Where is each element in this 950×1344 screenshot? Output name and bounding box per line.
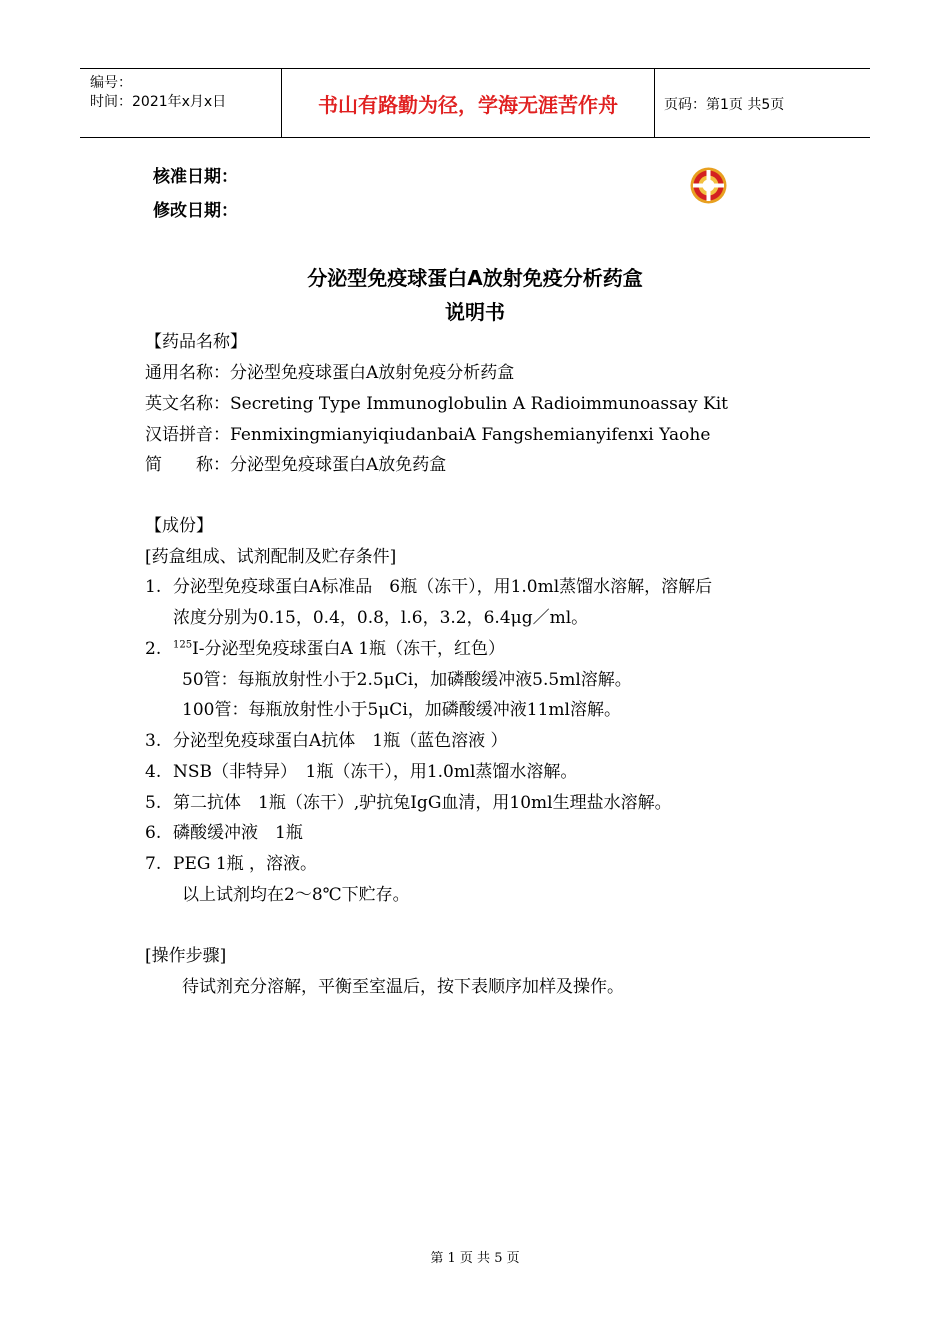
header-page-info: 页码：第1页 共5页 [664, 97, 785, 113]
list-item [145, 634, 505, 659]
procedure-text: 待试剂充分溶解，平衡至室温后，按下表顺序加样及操作。 [182, 977, 624, 997]
item-text: 磷酸缓冲液 1瓶 [173, 823, 303, 843]
time-label: 时间：2021年x月x日 [90, 94, 227, 110]
item-number: 7. [145, 854, 162, 874]
item-number: 6. [145, 823, 162, 843]
list-item [145, 788, 672, 813]
item-number: 5. [145, 793, 162, 813]
item-text: I-分泌型免疫球蛋白A 1瓶（冻干，红色） [192, 639, 506, 659]
revision-date: 修改日期： [153, 201, 238, 221]
list-item [145, 757, 577, 782]
storage-note: 以上试剂均在2～8℃下贮存。 [182, 885, 410, 905]
item-number: 1. [145, 577, 162, 597]
item-text: NSB（非特异） 1瓶（冻干），用1.0ml蒸馏水溶解。 [173, 762, 578, 782]
procedure-heading: [操作步骤] [145, 946, 227, 966]
logo-icon [690, 167, 727, 204]
item-detail: 50管：每瓶放射性小于2.5μCi，加磷酸缓冲液5.5ml溶解。 [182, 670, 632, 690]
page-footer: 第 1 页 共 5 页 [430, 1251, 520, 1266]
english-name: 英文名称：Secreting Type Immunoglobulin A Radioimmunoassay Kit [145, 394, 728, 414]
number-label: 编号： [90, 75, 132, 91]
composition-subheading: [药盒组成、试剂配制及贮存条件] [145, 547, 397, 567]
list-item [145, 726, 508, 751]
item-text: 分泌型免疫球蛋白A标准品 6瓶（冻干），用1.0ml蒸馏水溶解，溶解后 [173, 577, 713, 597]
item-text: PEG 1瓶 ，溶液。 [173, 854, 318, 874]
document-title: 分泌型免疫球蛋白A放射免疫分析药盒 [307, 266, 643, 290]
pinyin-name: 汉语拼音：FenmixingmianyiqiudanbaiA Fangshemianyifenxi Yaohe [145, 425, 711, 445]
list-item [145, 572, 712, 597]
page-header [80, 68, 870, 138]
short-name: 简 称：分泌型免疫球蛋白A放免药盒 [145, 455, 447, 475]
header-motto: 书山有路勤为径，学海无涯苦作舟 [282, 69, 655, 137]
item-detail: 100管：每瓶放射性小于5μCi，加磷酸缓冲液11ml溶解。 [182, 700, 621, 720]
item-number: 4. [145, 762, 162, 782]
common-name: 通用名称：分泌型免疫球蛋白A放射免疫分析药盒 [145, 363, 515, 383]
item-text: 分泌型免疫球蛋白A抗体 1瓶（蓝色溶液 ） [173, 731, 508, 751]
composition-heading: 【成份】 [145, 516, 213, 536]
document-subtitle: 说明书 [445, 300, 505, 324]
drug-name-heading: 【药品名称】 [145, 332, 247, 352]
isotope-superscript: 125 [173, 639, 193, 651]
approval-date: 核准日期： [153, 167, 238, 187]
item-text: 第二抗体 1瓶（冻干）,驴抗兔IgG血清，用10ml生理盐水溶解。 [173, 793, 672, 813]
item-number: 3. [145, 731, 162, 751]
item-continuation: 浓度分别为0.15，0.4，0.8，l.6，3.2，6.4μg／ml。 [173, 608, 589, 628]
list-item [145, 849, 317, 874]
item-number: 2. [145, 639, 162, 659]
list-item [145, 818, 303, 843]
header-left-cell [80, 69, 282, 137]
